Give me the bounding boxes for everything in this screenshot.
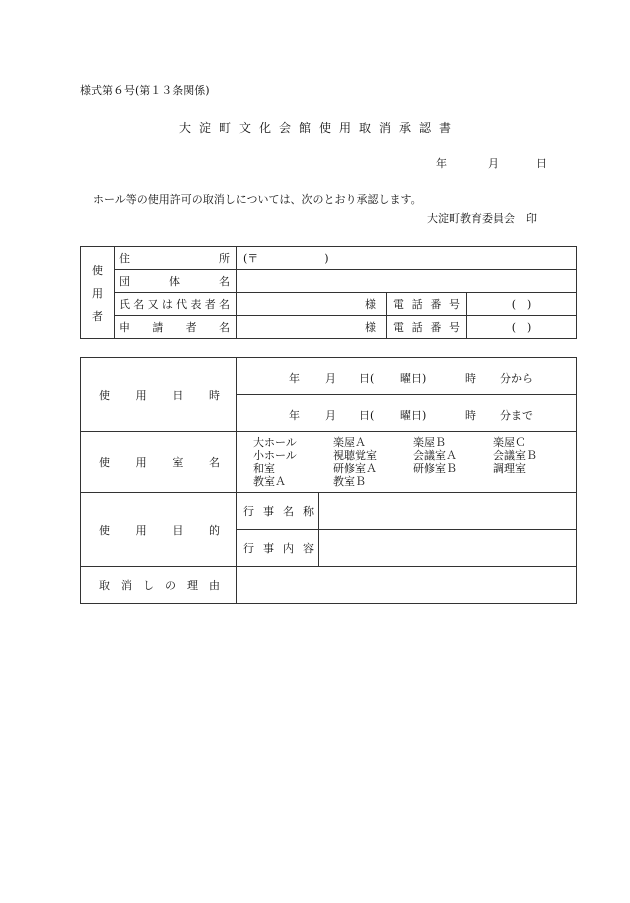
tel-label-cell	[387, 293, 467, 316]
label-char: 名	[133, 298, 145, 311]
label-char: 用	[135, 523, 147, 537]
label-char: は	[161, 298, 173, 311]
event-name-label	[243, 503, 314, 519]
room-option[interactable]: 教室Ａ	[253, 475, 286, 488]
dl-suffix: 分から	[500, 372, 533, 385]
label-char: 用	[135, 456, 147, 469]
room-label	[99, 454, 220, 470]
label-char: 使	[99, 456, 110, 469]
room-option[interactable]: 会議室Ａ	[413, 449, 457, 462]
event-name-label-cell	[237, 493, 319, 530]
label-char: 者	[185, 321, 197, 334]
dl-weekday: 曜日)	[400, 372, 427, 385]
label-char: 名	[218, 298, 230, 311]
rep-name-field[interactable]	[237, 293, 387, 316]
event-name-field[interactable]	[319, 493, 577, 530]
dl-suffix: 分まで	[500, 409, 533, 422]
label-char: 番	[430, 298, 442, 311]
user-heading	[81, 247, 115, 339]
day-label: 日	[536, 157, 547, 170]
label-char: 由	[209, 579, 220, 592]
start-datetime-field[interactable]	[237, 358, 577, 395]
purpose-label	[99, 522, 220, 538]
dl-day: 日(	[359, 409, 375, 422]
label-char: 表	[190, 298, 202, 311]
room-option[interactable]: 和室	[253, 462, 275, 475]
label-char: 的	[208, 523, 220, 537]
label-char: 体	[169, 275, 180, 288]
dl-year: 年	[289, 409, 300, 422]
room-option[interactable]: 大ホール	[253, 436, 297, 449]
label-char: 用	[135, 388, 147, 402]
room-option[interactable]: 小ホール	[253, 449, 297, 462]
address-label-cell	[115, 247, 237, 270]
document-title: 大淀町文化会館使用取消承認書	[178, 121, 459, 135]
label-char: 者	[204, 298, 216, 311]
room-option[interactable]: 研修室Ａ	[333, 462, 377, 475]
rep-label-cell	[115, 293, 237, 316]
room-option[interactable]: 研修室Ｂ	[413, 462, 457, 475]
issue-date	[436, 155, 550, 169]
label-char: 名	[218, 321, 230, 334]
room-option[interactable]: 楽屋Ｃ	[493, 436, 526, 449]
label-char: 号	[448, 298, 460, 311]
sama-suffix: 様	[365, 321, 376, 334]
group-field[interactable]	[237, 270, 577, 293]
label-char: 団	[119, 275, 130, 288]
room-option[interactable]: 楽屋Ａ	[333, 436, 366, 449]
label-char: 申	[119, 321, 130, 334]
dl-hour: 時	[465, 372, 476, 385]
address-label	[115, 250, 236, 266]
label-char: 目	[172, 523, 184, 537]
tel-parens: ( )	[511, 298, 532, 311]
group-label-cell	[115, 270, 237, 293]
tel-label-cell	[387, 316, 467, 339]
room-option[interactable]: 調理室	[493, 462, 526, 475]
tel-field[interactable]	[467, 293, 577, 316]
dl-month: 月	[325, 409, 336, 422]
label-char: 氏	[119, 298, 130, 311]
label-char: 請	[152, 321, 164, 334]
user-info-table	[80, 246, 577, 339]
label-char: 所	[219, 252, 230, 265]
label-char: 日	[172, 388, 184, 402]
label-char: 話	[411, 298, 423, 311]
purpose-label-cell	[81, 493, 237, 567]
label-char: 代	[176, 298, 188, 311]
room-option[interactable]: 視聴覚室	[333, 449, 377, 462]
label-char: 取	[99, 579, 110, 592]
label-char: 号	[448, 321, 460, 334]
label-char: 使	[99, 388, 110, 402]
dl-day: 日(	[359, 372, 375, 385]
label-char: の	[165, 579, 176, 592]
applicant-label	[115, 319, 236, 335]
label-char: 使	[99, 523, 110, 537]
label-char: 又	[147, 298, 159, 311]
user-heading-char: 者	[92, 309, 103, 323]
user-heading-char: 使	[92, 263, 103, 277]
tel-field[interactable]	[467, 316, 577, 339]
issuer: 大淀町教育委員会 印	[427, 212, 537, 225]
tel-label	[393, 319, 460, 335]
label-char: 事	[263, 505, 274, 518]
tel-parens: ( )	[511, 321, 532, 334]
cancel-reason-label-cell	[81, 567, 237, 604]
label-char: 理	[187, 579, 198, 592]
label-char: 称	[303, 505, 314, 518]
room-option[interactable]: 楽屋Ｂ	[413, 436, 446, 449]
tel-label	[393, 296, 460, 312]
address-field[interactable]	[237, 247, 577, 270]
rep-label	[115, 296, 236, 312]
postal-open: (〒	[243, 252, 259, 265]
label-char: し	[143, 579, 154, 592]
event-content-label	[243, 540, 314, 556]
label-char: 時	[208, 388, 220, 402]
postal-close: )	[324, 252, 329, 265]
label-char: 電	[393, 321, 404, 334]
label-char: 番	[430, 321, 442, 334]
room-option[interactable]: 教室Ｂ	[333, 475, 366, 488]
event-content-label-cell	[237, 530, 319, 567]
label-char: 事	[263, 542, 274, 555]
dl-hour: 時	[465, 409, 476, 422]
dl-weekday: 曜日)	[400, 409, 427, 422]
form-number: 様式第６号(第１３条関係)	[80, 84, 210, 97]
label-char: 電	[393, 298, 404, 311]
sama-suffix: 様	[365, 298, 376, 311]
event-content-field[interactable]	[319, 530, 577, 567]
datetime-label	[99, 387, 220, 403]
applicant-label-cell	[115, 316, 237, 339]
dl-year: 年	[289, 372, 300, 385]
label-char: 消	[121, 579, 132, 592]
room-label-cell	[81, 432, 237, 493]
cancel-reason-label	[99, 577, 220, 593]
year-label: 年	[436, 157, 447, 170]
label-char: 行	[243, 505, 254, 518]
label-char: 話	[411, 321, 423, 334]
approval-text: ホール等の使用許可の取消しについては、次のとおり承認します。	[93, 193, 422, 206]
label-char: 容	[303, 542, 314, 555]
label-char: 内	[283, 542, 294, 555]
room-options	[237, 432, 577, 493]
datetime-label-cell	[81, 358, 237, 432]
room-option[interactable]: 会議室Ｂ	[493, 449, 537, 462]
usage-table	[80, 357, 577, 604]
cancel-reason-field[interactable]	[237, 567, 577, 604]
label-char: 室	[172, 456, 184, 469]
month-label: 月	[488, 157, 499, 170]
end-datetime-field[interactable]	[237, 395, 577, 432]
label-char: 名	[219, 275, 230, 288]
label-char: 名	[208, 456, 220, 469]
group-label	[115, 273, 236, 289]
label-char: 名	[283, 505, 294, 518]
label-char: 住	[119, 252, 130, 265]
label-char: 行	[243, 542, 254, 555]
dl-month: 月	[325, 372, 336, 385]
user-heading-char: 用	[92, 286, 103, 300]
applicant-name-field[interactable]	[237, 316, 387, 339]
